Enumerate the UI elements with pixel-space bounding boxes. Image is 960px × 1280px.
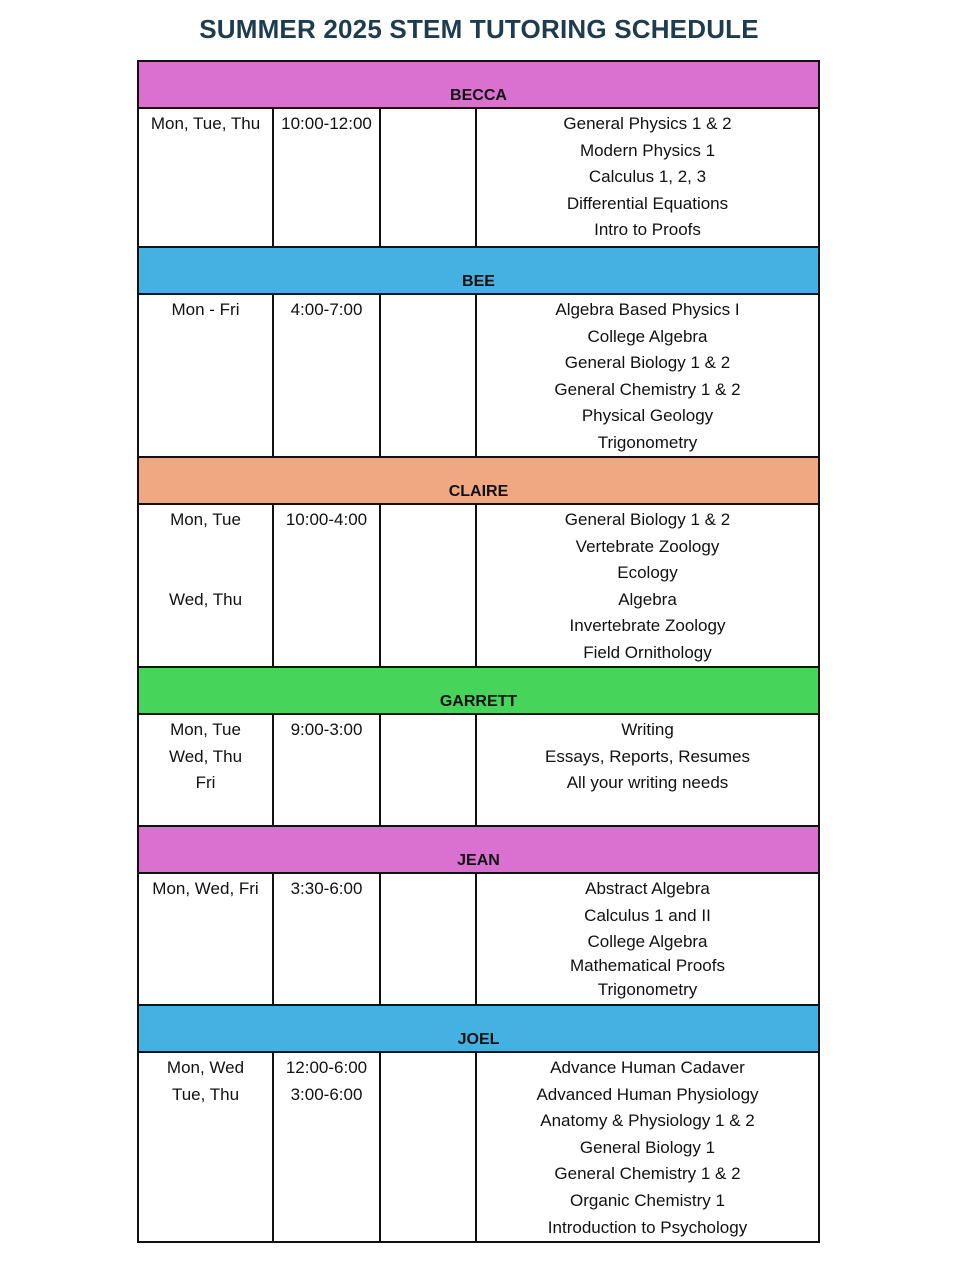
time-cell (274, 295, 381, 456)
tutor-header-jean: JEAN (139, 825, 818, 874)
tutor-row-becca (139, 109, 818, 246)
days-cell (139, 715, 274, 825)
courses-cell (477, 715, 818, 825)
time-text: 9:00-3:00 (290, 720, 363, 739)
days-text (139, 534, 272, 561)
schedule-table (137, 60, 820, 1243)
blank-cell (381, 715, 477, 825)
time-text: 12:00-6:00 (285, 1058, 368, 1077)
days-text (139, 560, 272, 587)
tutor-row-jean (139, 874, 818, 1004)
course-item: Algebra Based Physics I (555, 300, 740, 319)
days-cell (139, 295, 274, 456)
course-item: Modern Physics 1 (579, 140, 716, 160)
tutor-row-joel (139, 1053, 818, 1241)
tutor-row-garrett (139, 715, 818, 825)
time-cell (274, 109, 381, 246)
course-item: Calculus 1 and II (584, 905, 711, 925)
course-item: General Chemistry 1 & 2 (554, 1164, 741, 1184)
courses-cell (477, 874, 818, 1004)
days-cell (139, 874, 274, 1004)
course-item: General Biology 1 (579, 1137, 716, 1157)
course-item: Essays, Reports, Resumes (544, 746, 750, 766)
course-item: Invertebrate Zoology (569, 616, 726, 636)
course-item: Intro to Proofs (594, 220, 701, 240)
courses-cell (477, 505, 818, 666)
tutor-row-claire (139, 505, 818, 666)
days-text: Fri (195, 773, 216, 793)
course-item: General Chemistry 1 & 2 (554, 379, 741, 399)
course-item: General Physics 1 & 2 (563, 114, 732, 133)
course-item: Trigonometry (597, 979, 698, 999)
course-item: Ecology (617, 563, 678, 583)
course-item: Abstract Algebra (585, 879, 710, 898)
course-item: Calculus 1, 2, 3 (588, 167, 707, 187)
courses-cell (477, 295, 818, 456)
course-item: Advanced Human Physiology (536, 1084, 759, 1104)
time-cell (274, 715, 381, 825)
time-cell (274, 874, 381, 1004)
blank-cell (381, 1053, 477, 1241)
time-cell (274, 1053, 381, 1241)
course-item: Vertebrate Zoology (575, 536, 720, 556)
time-text: 4:00-7:00 (290, 300, 363, 319)
days-cell (139, 1053, 274, 1241)
days-text: Tue, Thu (171, 1084, 240, 1104)
course-item: Algebra (618, 589, 677, 609)
blank-cell (381, 874, 477, 1004)
days-text: Wed, Thu (168, 589, 243, 609)
course-item: Anatomy & Physiology 1 & 2 (540, 1111, 755, 1131)
blank-cell (381, 295, 477, 456)
course-item: General Biology 1 & 2 (564, 510, 731, 529)
course-item: College Algebra (587, 326, 708, 346)
tutor-header-garrett: GARRETT (139, 666, 818, 715)
days-text: Mon, Tue (170, 720, 241, 739)
course-item: General Biology 1 & 2 (564, 353, 731, 373)
course-item: Physical Geology (581, 406, 714, 426)
tutor-header-bee: BEE (139, 246, 818, 295)
course-item: Field Ornithology (583, 642, 712, 662)
days-cell (139, 109, 274, 246)
days-text: Wed, Thu (168, 746, 243, 766)
days-cell (139, 505, 274, 666)
course-item: Organic Chemistry 1 (570, 1190, 725, 1210)
days-text: Mon, Tue (170, 510, 241, 529)
course-item: Mathematical Proofs (570, 956, 725, 976)
course-item: Trigonometry (597, 432, 698, 452)
tutor-header-joel: JOEL (139, 1004, 818, 1053)
time-cell (274, 505, 381, 666)
course-item: College Algebra (587, 932, 708, 952)
blank-cell (381, 505, 477, 666)
course-item: Writing (621, 720, 674, 739)
blank-cell (381, 109, 477, 246)
time-text: 3:30-6:00 (290, 879, 363, 898)
courses-cell (477, 1053, 818, 1241)
course-item: Advance Human Cadaver (550, 1058, 745, 1077)
courses-cell (477, 109, 818, 246)
time-text: 3:00-6:00 (290, 1084, 363, 1104)
tutor-row-bee (139, 295, 818, 456)
page-title: SUMMER 2025 STEM TUTORING SCHEDULE (199, 14, 759, 44)
days-text: Mon - Fri (171, 300, 240, 319)
time-text: 10:00-12:00 (281, 114, 372, 133)
days-text: Mon, Wed, Fri (152, 879, 259, 898)
days-text: Mon, Tue, Thu (150, 114, 261, 133)
course-item: Differential Equations (566, 193, 729, 213)
course-item: All your writing needs (566, 773, 729, 793)
time-text: 10:00-4:00 (285, 510, 368, 529)
tutor-header-claire: CLAIRE (139, 456, 818, 505)
course-item: Introduction to Psychology (547, 1217, 748, 1237)
days-text: Mon, Wed (166, 1058, 245, 1077)
tutor-header-becca: BECCA (139, 60, 818, 109)
